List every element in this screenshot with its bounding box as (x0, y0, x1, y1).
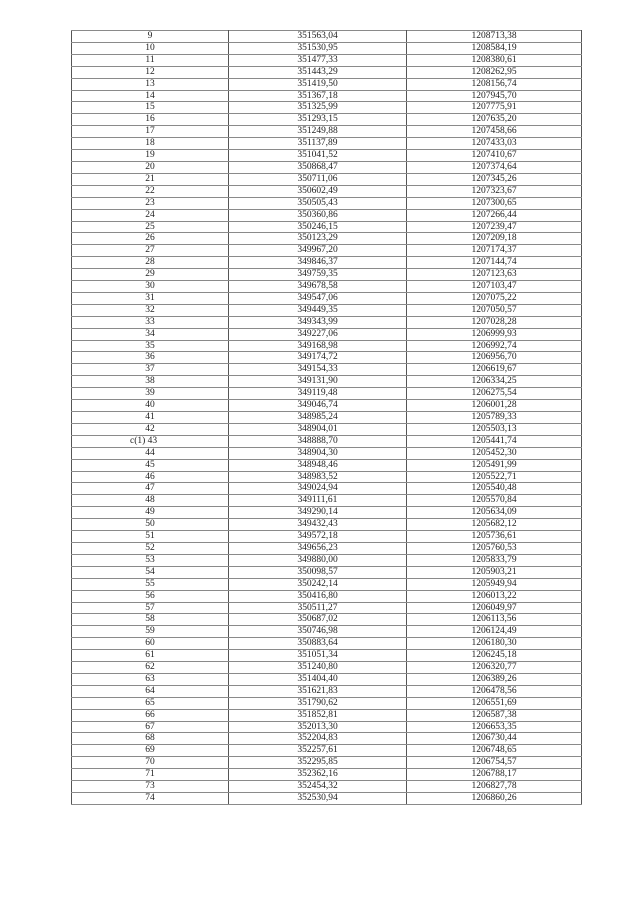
table-row (72, 650, 582, 662)
x-coordinate-cell: 348888,70 (229, 435, 407, 447)
table-row (72, 757, 582, 769)
table-row (72, 531, 582, 543)
y-coordinate-cell: 1207433,03 (407, 138, 582, 150)
point-number-cell: 10 (72, 42, 229, 54)
point-number-cell: 68 (72, 733, 229, 745)
x-coordinate-cell: 351041,52 (229, 150, 407, 162)
table-row (72, 328, 582, 340)
y-coordinate-cell: 1207323,67 (407, 185, 582, 197)
table-row (72, 459, 582, 471)
point-number-cell: 12 (72, 66, 229, 78)
y-coordinate-cell: 1207209,18 (407, 233, 582, 245)
point-number-cell: 30 (72, 281, 229, 293)
coordinates-table-body (72, 31, 582, 805)
x-coordinate-cell: 349168,98 (229, 340, 407, 352)
x-coordinate-cell: 351530,95 (229, 42, 407, 54)
y-coordinate-cell: 1205789,33 (407, 412, 582, 424)
y-coordinate-cell: 1206860,26 (407, 793, 582, 805)
x-coordinate-cell: 349024,94 (229, 483, 407, 495)
table-row (72, 626, 582, 638)
table-row (72, 673, 582, 685)
point-number-cell: 29 (72, 269, 229, 281)
table-row (72, 209, 582, 221)
y-coordinate-cell: 1205682,12 (407, 519, 582, 531)
x-coordinate-cell: 350868,47 (229, 161, 407, 173)
coordinates-table (71, 30, 582, 805)
x-coordinate-cell: 350242,14 (229, 578, 407, 590)
point-number-cell: 20 (72, 161, 229, 173)
point-number-cell: 37 (72, 364, 229, 376)
y-coordinate-cell: 1207103,47 (407, 281, 582, 293)
point-number-cell: c(1) 43 (72, 435, 229, 447)
x-coordinate-cell: 349656,23 (229, 542, 407, 554)
x-coordinate-cell: 352362,16 (229, 769, 407, 781)
table-row (72, 447, 582, 459)
point-number-cell: 66 (72, 709, 229, 721)
x-coordinate-cell: 348983,52 (229, 471, 407, 483)
y-coordinate-cell: 1205736,61 (407, 531, 582, 543)
y-coordinate-cell: 1205634,09 (407, 507, 582, 519)
table-row (72, 435, 582, 447)
table-row (72, 316, 582, 328)
table-row (72, 566, 582, 578)
table-row (72, 54, 582, 66)
y-coordinate-cell: 1207345,26 (407, 173, 582, 185)
table-row (72, 90, 582, 102)
point-number-cell: 33 (72, 316, 229, 328)
x-coordinate-cell: 349227,06 (229, 328, 407, 340)
y-coordinate-cell: 1205833,79 (407, 554, 582, 566)
point-number-cell: 73 (72, 781, 229, 793)
point-number-cell: 54 (72, 566, 229, 578)
point-number-cell: 53 (72, 554, 229, 566)
y-coordinate-cell: 1206245,18 (407, 650, 582, 662)
y-coordinate-cell: 1206113,56 (407, 614, 582, 626)
y-coordinate-cell: 1207239,47 (407, 221, 582, 233)
table-row (72, 31, 582, 43)
x-coordinate-cell: 351477,33 (229, 54, 407, 66)
y-coordinate-cell: 1206551,69 (407, 697, 582, 709)
point-number-cell: 28 (72, 257, 229, 269)
x-coordinate-cell: 348904,01 (229, 423, 407, 435)
point-number-cell: 38 (72, 376, 229, 388)
table-row (72, 423, 582, 435)
y-coordinate-cell: 1206013,22 (407, 590, 582, 602)
point-number-cell: 42 (72, 423, 229, 435)
table-row (72, 483, 582, 495)
table-row (72, 150, 582, 162)
table-row (72, 269, 582, 281)
x-coordinate-cell: 350505,43 (229, 197, 407, 209)
y-coordinate-cell: 1205522,71 (407, 471, 582, 483)
point-number-cell: 36 (72, 352, 229, 364)
table-row (72, 173, 582, 185)
y-coordinate-cell: 1207458,66 (407, 126, 582, 138)
table-row (72, 233, 582, 245)
y-coordinate-cell: 1207144,74 (407, 257, 582, 269)
table-row (72, 412, 582, 424)
y-coordinate-cell: 1208380,61 (407, 54, 582, 66)
y-coordinate-cell: 1206748,65 (407, 745, 582, 757)
point-number-cell: 35 (72, 340, 229, 352)
y-coordinate-cell: 1205503,13 (407, 423, 582, 435)
table-row (72, 114, 582, 126)
point-number-cell: 41 (72, 412, 229, 424)
point-number-cell: 55 (72, 578, 229, 590)
table-row (72, 614, 582, 626)
x-coordinate-cell: 351367,18 (229, 90, 407, 102)
point-number-cell: 60 (72, 638, 229, 650)
y-coordinate-cell: 1205760,53 (407, 542, 582, 554)
point-number-cell: 32 (72, 304, 229, 316)
x-coordinate-cell: 351563,04 (229, 31, 407, 43)
x-coordinate-cell: 350360,86 (229, 209, 407, 221)
point-number-cell: 61 (72, 650, 229, 662)
point-number-cell: 59 (72, 626, 229, 638)
x-coordinate-cell: 350883,64 (229, 638, 407, 650)
x-coordinate-cell: 349111,61 (229, 495, 407, 507)
point-number-cell: 44 (72, 447, 229, 459)
table-row (72, 281, 582, 293)
y-coordinate-cell: 1205540,48 (407, 483, 582, 495)
y-coordinate-cell: 1206389,26 (407, 673, 582, 685)
table-row (72, 745, 582, 757)
x-coordinate-cell: 349046,74 (229, 400, 407, 412)
point-number-cell: 47 (72, 483, 229, 495)
y-coordinate-cell: 1206619,67 (407, 364, 582, 376)
point-number-cell: 46 (72, 471, 229, 483)
table-row (72, 638, 582, 650)
x-coordinate-cell: 351790,62 (229, 697, 407, 709)
point-number-cell: 15 (72, 102, 229, 114)
point-number-cell: 25 (72, 221, 229, 233)
y-coordinate-cell: 1205903,21 (407, 566, 582, 578)
table-row (72, 507, 582, 519)
y-coordinate-cell: 1207174,37 (407, 245, 582, 257)
table-row (72, 400, 582, 412)
table-row (72, 578, 582, 590)
y-coordinate-cell: 1205491,99 (407, 459, 582, 471)
point-number-cell: 34 (72, 328, 229, 340)
y-coordinate-cell: 1206956,70 (407, 352, 582, 364)
x-coordinate-cell: 350602,49 (229, 185, 407, 197)
y-coordinate-cell: 1205949,94 (407, 578, 582, 590)
point-number-cell: 48 (72, 495, 229, 507)
point-number-cell: 31 (72, 292, 229, 304)
x-coordinate-cell: 350123,29 (229, 233, 407, 245)
table-row (72, 542, 582, 554)
table-row (72, 781, 582, 793)
x-coordinate-cell: 351443,29 (229, 66, 407, 78)
y-coordinate-cell: 1205441,74 (407, 435, 582, 447)
x-coordinate-cell: 348948,46 (229, 459, 407, 471)
x-coordinate-cell: 351240,80 (229, 662, 407, 674)
table-row (72, 340, 582, 352)
x-coordinate-cell: 349290,14 (229, 507, 407, 519)
table-row (72, 245, 582, 257)
x-coordinate-cell: 351137,89 (229, 138, 407, 150)
x-coordinate-cell: 352204,83 (229, 733, 407, 745)
x-coordinate-cell: 350746,98 (229, 626, 407, 638)
y-coordinate-cell: 1206049,97 (407, 602, 582, 614)
point-number-cell: 64 (72, 685, 229, 697)
point-number-cell: 18 (72, 138, 229, 150)
y-coordinate-cell: 1208713,38 (407, 31, 582, 43)
x-coordinate-cell: 348904,30 (229, 447, 407, 459)
table-row (72, 685, 582, 697)
table-row (72, 197, 582, 209)
point-number-cell: 51 (72, 531, 229, 543)
table-row (72, 769, 582, 781)
table-row (72, 733, 582, 745)
x-coordinate-cell: 351325,99 (229, 102, 407, 114)
table-row (72, 221, 582, 233)
y-coordinate-cell: 1206478,56 (407, 685, 582, 697)
x-coordinate-cell: 349846,37 (229, 257, 407, 269)
y-coordinate-cell: 1207635,20 (407, 114, 582, 126)
point-number-cell: 63 (72, 673, 229, 685)
x-coordinate-cell: 349131,90 (229, 376, 407, 388)
x-coordinate-cell: 349174,72 (229, 352, 407, 364)
table-row (72, 590, 582, 602)
y-coordinate-cell: 1206334,25 (407, 376, 582, 388)
x-coordinate-cell: 349967,20 (229, 245, 407, 257)
y-coordinate-cell: 1206180,30 (407, 638, 582, 650)
x-coordinate-cell: 352013,30 (229, 721, 407, 733)
y-coordinate-cell: 1205452,30 (407, 447, 582, 459)
table-row (72, 709, 582, 721)
x-coordinate-cell: 351051,34 (229, 650, 407, 662)
y-coordinate-cell: 1206730,44 (407, 733, 582, 745)
x-coordinate-cell: 351404,40 (229, 673, 407, 685)
y-coordinate-cell: 1207028,28 (407, 316, 582, 328)
table-row (72, 602, 582, 614)
y-coordinate-cell: 1206001,28 (407, 400, 582, 412)
y-coordinate-cell: 1207410,67 (407, 150, 582, 162)
x-coordinate-cell: 349432,43 (229, 519, 407, 531)
point-number-cell: 9 (72, 31, 229, 43)
table-row (72, 388, 582, 400)
x-coordinate-cell: 351293,15 (229, 114, 407, 126)
x-coordinate-cell: 349547,06 (229, 292, 407, 304)
point-number-cell: 45 (72, 459, 229, 471)
table-row (72, 697, 582, 709)
x-coordinate-cell: 352454,32 (229, 781, 407, 793)
x-coordinate-cell: 349880,00 (229, 554, 407, 566)
point-number-cell: 58 (72, 614, 229, 626)
table-row (72, 554, 582, 566)
x-coordinate-cell: 350416,80 (229, 590, 407, 602)
y-coordinate-cell: 1207945,70 (407, 90, 582, 102)
point-number-cell: 16 (72, 114, 229, 126)
table-row (72, 126, 582, 138)
table-row (72, 292, 582, 304)
x-coordinate-cell: 349343,99 (229, 316, 407, 328)
x-coordinate-cell: 351852,81 (229, 709, 407, 721)
table-row (72, 793, 582, 805)
table-row (72, 161, 582, 173)
y-coordinate-cell: 1206124,49 (407, 626, 582, 638)
point-number-cell: 24 (72, 209, 229, 221)
x-coordinate-cell: 349759,35 (229, 269, 407, 281)
point-number-cell: 39 (72, 388, 229, 400)
y-coordinate-cell: 1208156,74 (407, 78, 582, 90)
x-coordinate-cell: 350098,57 (229, 566, 407, 578)
y-coordinate-cell: 1208584,19 (407, 42, 582, 54)
y-coordinate-cell: 1206992,74 (407, 340, 582, 352)
x-coordinate-cell: 349119,48 (229, 388, 407, 400)
point-number-cell: 67 (72, 721, 229, 733)
y-coordinate-cell: 1206275,54 (407, 388, 582, 400)
y-coordinate-cell: 1206587,38 (407, 709, 582, 721)
point-number-cell: 49 (72, 507, 229, 519)
table-row (72, 102, 582, 114)
x-coordinate-cell: 352257,61 (229, 745, 407, 757)
point-number-cell: 71 (72, 769, 229, 781)
table-row (72, 376, 582, 388)
table-row (72, 352, 582, 364)
point-number-cell: 22 (72, 185, 229, 197)
y-coordinate-cell: 1207123,63 (407, 269, 582, 281)
table-row (72, 42, 582, 54)
point-number-cell: 27 (72, 245, 229, 257)
y-coordinate-cell: 1206320,77 (407, 662, 582, 674)
point-number-cell: 62 (72, 662, 229, 674)
x-coordinate-cell: 350246,15 (229, 221, 407, 233)
y-coordinate-cell: 1206754,57 (407, 757, 582, 769)
table-row (72, 66, 582, 78)
point-number-cell: 13 (72, 78, 229, 90)
y-coordinate-cell: 1206999,93 (407, 328, 582, 340)
y-coordinate-cell: 1207374,64 (407, 161, 582, 173)
point-number-cell: 74 (72, 793, 229, 805)
x-coordinate-cell: 350711,06 (229, 173, 407, 185)
point-number-cell: 65 (72, 697, 229, 709)
table-row (72, 138, 582, 150)
x-coordinate-cell: 349449,35 (229, 304, 407, 316)
x-coordinate-cell: 349572,18 (229, 531, 407, 543)
x-coordinate-cell: 349154,33 (229, 364, 407, 376)
y-coordinate-cell: 1206653,35 (407, 721, 582, 733)
point-number-cell: 19 (72, 150, 229, 162)
table-row (72, 185, 582, 197)
point-number-cell: 40 (72, 400, 229, 412)
y-coordinate-cell: 1206788,17 (407, 769, 582, 781)
table-row (72, 304, 582, 316)
y-coordinate-cell: 1207266,44 (407, 209, 582, 221)
y-coordinate-cell: 1206827,78 (407, 781, 582, 793)
table-row (72, 662, 582, 674)
y-coordinate-cell: 1208262,95 (407, 66, 582, 78)
table-row (72, 519, 582, 531)
point-number-cell: 26 (72, 233, 229, 245)
point-number-cell: 50 (72, 519, 229, 531)
point-number-cell: 23 (72, 197, 229, 209)
document-page (71, 30, 581, 805)
point-number-cell: 14 (72, 90, 229, 102)
x-coordinate-cell: 350511,27 (229, 602, 407, 614)
point-number-cell: 70 (72, 757, 229, 769)
table-row (72, 495, 582, 507)
x-coordinate-cell: 352530,94 (229, 793, 407, 805)
x-coordinate-cell: 351419,50 (229, 78, 407, 90)
x-coordinate-cell: 352295,85 (229, 757, 407, 769)
table-row (72, 721, 582, 733)
point-number-cell: 21 (72, 173, 229, 185)
y-coordinate-cell: 1207075,22 (407, 292, 582, 304)
point-number-cell: 11 (72, 54, 229, 66)
point-number-cell: 56 (72, 590, 229, 602)
y-coordinate-cell: 1207050,57 (407, 304, 582, 316)
x-coordinate-cell: 351621,83 (229, 685, 407, 697)
x-coordinate-cell: 351249,88 (229, 126, 407, 138)
x-coordinate-cell: 350687,02 (229, 614, 407, 626)
y-coordinate-cell: 1207300,65 (407, 197, 582, 209)
y-coordinate-cell: 1205570,84 (407, 495, 582, 507)
point-number-cell: 17 (72, 126, 229, 138)
table-row (72, 471, 582, 483)
point-number-cell: 52 (72, 542, 229, 554)
point-number-cell: 57 (72, 602, 229, 614)
table-row (72, 364, 582, 376)
y-coordinate-cell: 1207775,91 (407, 102, 582, 114)
table-row (72, 78, 582, 90)
x-coordinate-cell: 349678,58 (229, 281, 407, 293)
x-coordinate-cell: 348985,24 (229, 412, 407, 424)
point-number-cell: 69 (72, 745, 229, 757)
table-row (72, 257, 582, 269)
